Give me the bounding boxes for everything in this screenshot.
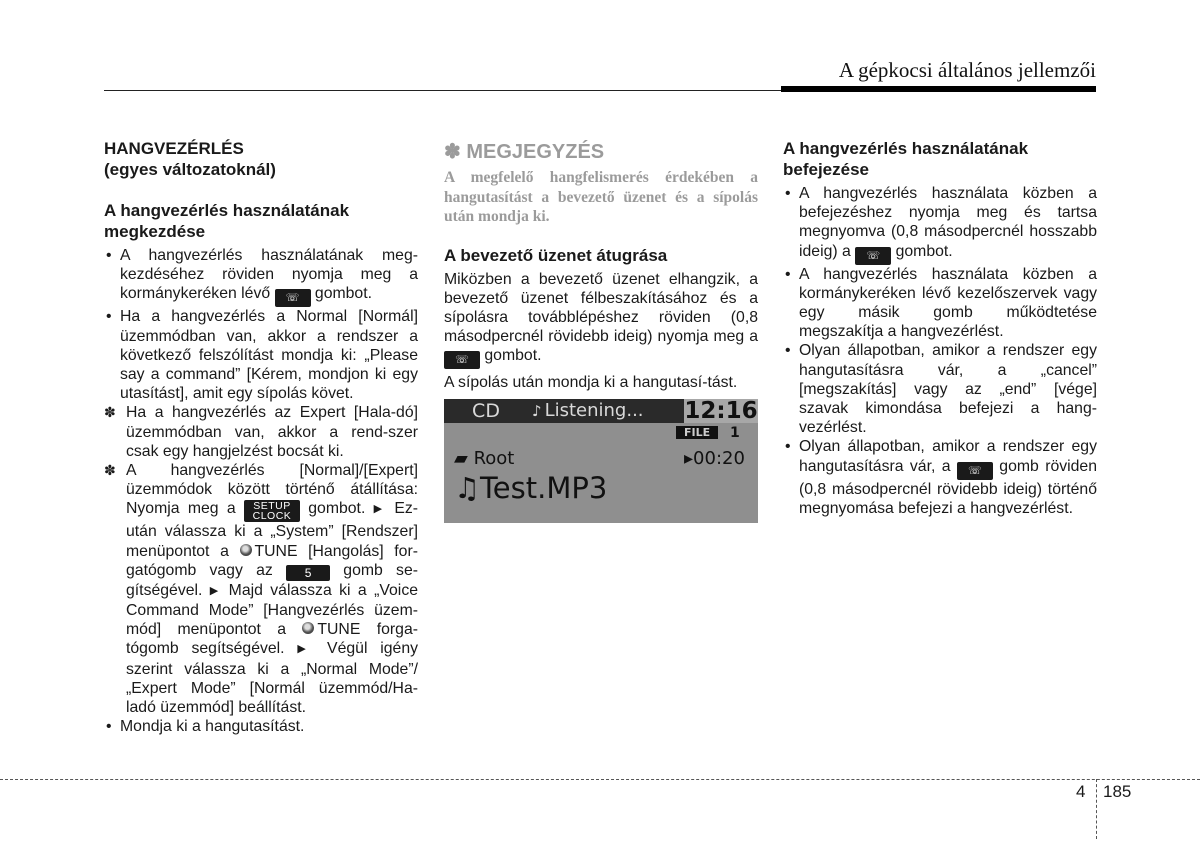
- section-subheading: (egyes változatoknál): [104, 160, 276, 179]
- column-left: [104, 138, 418, 736]
- skip-intro-title: A bevezető üzenet átugrása: [444, 245, 668, 265]
- setup-clock-button-icon: SETUP CLOCK: [244, 500, 300, 522]
- note-title: ✽ MEGJEGYZÉS: [444, 141, 605, 163]
- display-status: ♪ Listening...: [532, 399, 644, 421]
- voice-icon: ♪: [532, 401, 542, 420]
- start-voice-title: A hangvezérlés használatának megkezdése: [104, 201, 350, 241]
- list-item: • A hangvezérlés használatának meg-kezdéséhez röviden nyomja meg a kormánykeréken lévő ☏ gombot.: [104, 246, 418, 307]
- display-clock: 12:16: [684, 397, 758, 424]
- display-track-name: ♫Test.MP3: [454, 470, 608, 505]
- page-number: 185: [1103, 782, 1132, 801]
- button-5-icon: 5: [286, 565, 330, 581]
- display-elapsed-time: ▸00:20: [684, 447, 745, 469]
- end-voice-list: [783, 184, 1097, 518]
- folder-icon: ▰: [454, 447, 468, 469]
- list-item: • A hangvezérlés használata közben a befejezéshez nyomja meg és tartsa megnyomva (0,8 másodpercnél hosszabb ideig) a ☏ gombot.: [783, 184, 1097, 265]
- skip-intro-paragraph-2: A sípolás után mondja ki a hangutasí-tást.: [444, 374, 738, 392]
- arrow-right-icon: ▶: [373, 503, 387, 516]
- list-item: • Olyan állapotban, amikor a rendszer egy hangutasításra vár, a „cancel” [megszakítás] vagy az „end” [vége] szavak kimondása befejezi a hang-vezérlést.: [783, 341, 1097, 437]
- audio-display-screenshot: [444, 399, 758, 523]
- header-rule-accent: [781, 86, 1096, 92]
- tune-knob-icon: [302, 622, 314, 634]
- list-item: • Mondja ki a hangutasítást.: [104, 717, 418, 736]
- voice-button-icon: ☏: [957, 462, 993, 480]
- arrow-right-icon: ▶: [297, 643, 315, 656]
- chapter-number: 4: [1076, 782, 1086, 801]
- note-body: A megfelelő hangfelismerés érdekében a hangutasítást a bevezető üzenet és a sípolás után mondja ki.: [444, 169, 758, 225]
- display-file-number: 1: [730, 424, 740, 441]
- footer-rule: [0, 779, 1200, 780]
- display-folder: ▰ Root: [454, 447, 515, 469]
- skip-intro-paragraph: Miközben a bevezető üzenet elhangzik, a bevezető üzenet félbeszakításához és a sípolásra továbblépéshez röviden (0,8 másodpercnél rövidebb ideig) nyomja meg a ☏ gombot.: [444, 270, 758, 370]
- voice-button-icon: ☏: [444, 351, 480, 369]
- end-voice-title: A hangvezérlés használatának befejezése: [783, 139, 1029, 179]
- list-item-note: ✽ A hangvezérlés [Normal]/[Expert] üzemmódok között történő átállítása: Nyomja meg a SETUP CLOCK gombot. ▶ Ez-után válassza ki a „System” [Rendszer] menüpontot a TUNE [Hangolás] for-gatógomb vagy az 5 gomb se-gítségével. ▶ Majd válassza ki a „Voice Command Mode” [Hangvezérlés üzem-mód] menüpontot a TUNE forga-tógomb segítségével. ▶ Végül igény szerint válassza ki a „Normal Mode”/ „Expert Mode” [Normál üzemmód/Ha-ladó üzemmód] beállítást.: [104, 461, 418, 717]
- music-note-icon: ♫: [454, 470, 480, 505]
- footer-divider: [1096, 779, 1097, 839]
- section-heading: HANGVEZÉRLÉS: [104, 139, 244, 158]
- display-file-label: FILE: [676, 426, 718, 439]
- start-voice-list: [104, 246, 418, 736]
- column-middle: [444, 138, 758, 523]
- list-item: • Olyan állapotban, amikor a rendszer egy hangutasításra vár, a ☏ gomb röviden (0,8 másodpercnél rövidebb ideig) történő megnyomása befejezi a hangvezérlést.: [783, 437, 1097, 518]
- list-item: • A hangvezérlés használata közben a kormánykeréken lévő kezelőszervek vagy egy másik gomb működtetése megszakítja a hangvezérlést.: [783, 265, 1097, 342]
- list-item: • Ha a hangvezérlés a Normal [Normál] üzemmódban van, akkor a rendszer a következő felszólítást mondja ki: „Please say a command” [Kérem, mondjon ki egy utasítást], amit egy sípolás követ.: [104, 307, 418, 403]
- tune-knob-icon: [240, 544, 252, 556]
- column-right: [783, 138, 1097, 518]
- display-source: CD: [472, 399, 500, 422]
- list-item-note: ✽ Ha a hangvezérlés az Expert [Hala-dó] üzemmódban van, akkor a rend-szer csak egy hangjelzést bocsát ki.: [104, 403, 418, 461]
- voice-button-icon: ☏: [275, 289, 311, 307]
- page-header-title: A gépkocsi általános jellemzői: [838, 58, 1096, 82]
- voice-button-icon: ☏: [855, 247, 891, 265]
- arrow-right-icon: ▶: [209, 584, 222, 597]
